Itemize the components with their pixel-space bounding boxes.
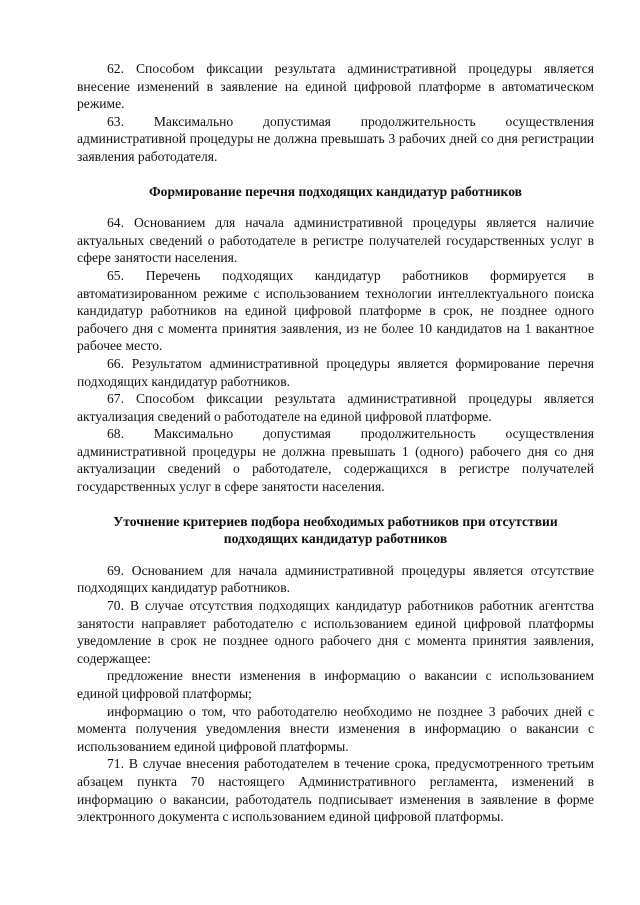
paragraph-70: 70. В случае отсутствия подходящих кандидатур работников работник агентства занятости направляет работодателю с использованием единой цифровой платформы уведомление в срок не позднее одного рабочего дня с момента принятия заявления, содержащее: (77, 598, 594, 666)
section-heading-criteria-line2: подходящих кандидатур работников (223, 531, 448, 547)
paragraph-66: 66. Результатом административной процедуры является формирование перечня подходящих кандидатур работников. (77, 355, 594, 389)
section-heading-candidate-list: Формирование перечня подходящих кандидатур работников (148, 183, 522, 199)
section-heading-criteria-line1: Уточнение критериев подбора необходимых работников при отсутствии (113, 513, 558, 529)
paragraph-64: 64. Основанием для начала административной процедуры является наличие актуальных сведений о работодателе в регистре получателей государственных услуг в сфере занятости населения. (77, 215, 594, 266)
paragraph-65: 65. Перечень подходящих кандидатур работников формируется в автоматизированном режиме с использованием технологии интеллектуального поиска кандидатур работников на единой цифровой платформе в срок, не позднее одного рабочего дня с момента принятия заявления, из не более 10 кандидатов на 1 вакантное рабочее место. (77, 267, 594, 354)
document-page (77, 60, 594, 826)
paragraph-68: 68. Максимально допустимая продолжительность осуществления административной процедуры не должна превышать 1 (одного) рабочего дня со дня актуализации сведений о работодателе, содержащихся в регистре получателей государственных услуг в сфере занятости населения. (77, 426, 594, 495)
paragraph-67: 67. Способом фиксации результата административной процедуры является актуализация сведений о работодателе на единой цифровой платформе. (77, 391, 594, 424)
paragraph-70-information: информацию о том, что работодателю необходимо не позднее 3 рабочих дней с момента получения уведомления внести изменения в информацию о вакансии с использованием единой цифровой платформы. (77, 703, 594, 754)
paragraph-69: 69. Основанием для начала административной процедуры является отсутствие подходящих кандидатур работников. (77, 562, 594, 596)
paragraph-71: 71. В случае внесения работодателем в течение срока, предусмотренного третьим абзацем пункта 70 настоящего Административного регламента, изменений в информацию о вакансии, работодатель подписывает изменения в заявление в форме электронного документа с использованием единой цифровой платформы. (77, 756, 594, 825)
paragraph-70-proposal: предложение внести изменения в информацию о вакансии с использованием единой цифровой платформы; (77, 668, 594, 701)
paragraph-62: 62. Способом фиксации результата административной процедуры является внесение изменений в заявление на единой цифровой платформе в автоматическом режиме. (77, 61, 594, 112)
paragraph-63: 63. Максимально допустимая продолжительность осуществления административной процедуры не должна превышать 3 рабочих дней со дня регистрации заявления работодателя. (77, 113, 594, 164)
